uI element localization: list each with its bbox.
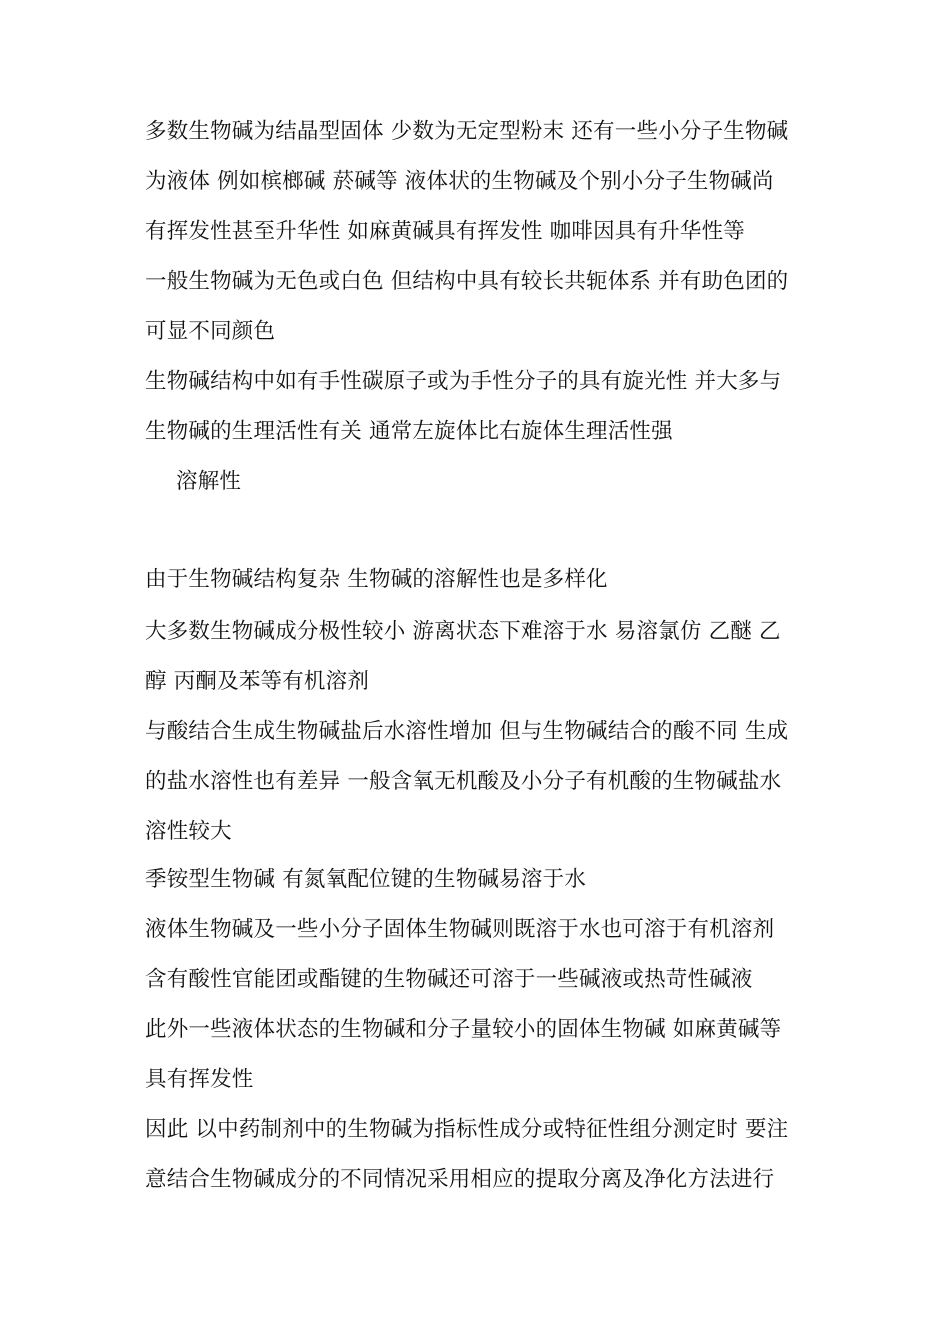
text-line: 为液体 例如槟榔碱 菸碱等 液体状的生物碱及个别小分子生物碱尚 (145, 169, 774, 194)
text-line: 意结合生物碱成分的不同情况采用相应的提取分离及净化方法进行 (145, 1167, 775, 1192)
text-line: 生物碱结构中如有手性碳原子或为手性分子的具有旋光性 并大多与 (145, 369, 782, 394)
text-line: 含有酸性官能团或酯键的生物碱还可溶于一些碱液或热苛性碱液 (145, 967, 753, 992)
text-line: 有挥发性甚至升华性 如麻黄碱具有挥发性 咖啡因具有升华性等 (145, 219, 745, 244)
text-line: 大多数生物碱成分极性较小 游离状态下难溶于水 易溶氯仿 乙醚 乙 (145, 619, 781, 644)
text-line: 多数生物碱为结晶型固体 少数为无定型粉末 还有一些小分子生物碱 (145, 119, 789, 144)
text-line: 溶性较大 (145, 819, 232, 844)
text-line: 醇 丙酮及苯等有机溶剂 (145, 669, 370, 694)
text-line: 因此 以中药制剂中的生物碱为指标性成分或特征性组分测定时 要注 (145, 1117, 789, 1142)
text-line: 液体生物碱及一些小分子固体生物碱则既溶于水也可溶于有机溶剂 (145, 917, 775, 942)
text-line: 具有挥发性 (145, 1067, 254, 1092)
text-line: 一般生物碱为无色或白色 但结构中具有较长共轭体系 并有助色团的 (145, 269, 789, 294)
text-line: 由于生物碱结构复杂 生物碱的溶解性也是多样化 (145, 567, 608, 592)
text-line: 此外一些液体状态的生物碱和分子量较小的固体生物碱 如麻黄碱等 (145, 1017, 782, 1042)
text-line: 与酸结合生成生物碱盐后水溶性增加 但与生物碱结合的酸不同 生成 (145, 719, 789, 744)
text-line: 的盐水溶性也有差异 一般含氧无机酸及小分子有机酸的生物碱盐水 (145, 769, 782, 794)
text-line: 季铵型生物碱 有氮氧配位键的生物碱易溶于水 (145, 867, 587, 892)
text-line: 生物碱的生理活性有关 通常左旋体比右旋体生理活性强 (145, 419, 673, 444)
section-heading: 溶解性 (176, 469, 242, 494)
text-line: 可显不同颜色 (145, 319, 276, 344)
